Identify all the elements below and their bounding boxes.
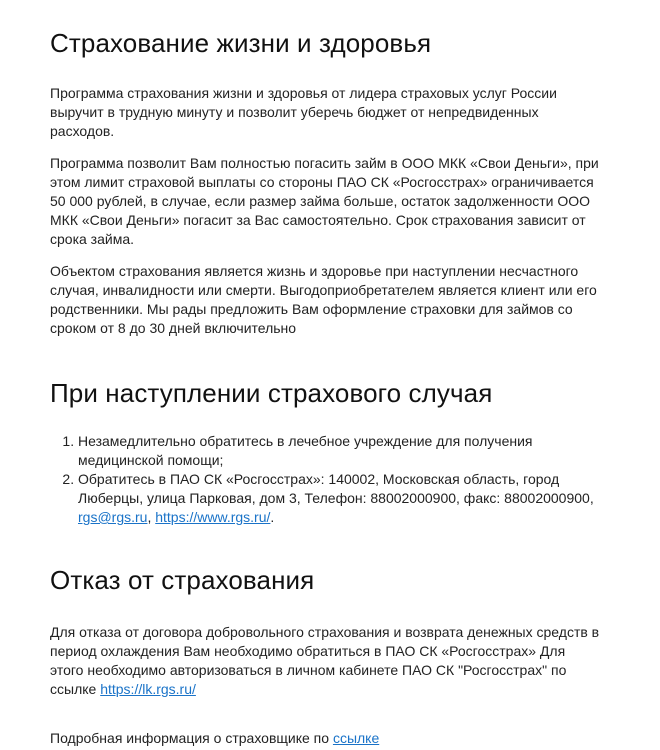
list-item [78, 470, 600, 527]
list-item [78, 432, 600, 470]
lk-rgs-link[interactable]: https://lk.rgs.ru/ [100, 681, 196, 697]
step-2-end: . [270, 509, 275, 525]
insurer-details-line [50, 729, 600, 748]
rgs-email-link[interactable]: rgs@rgs.ru [78, 509, 148, 525]
insurer-details-text: Подробная информация о страховщике по [50, 730, 333, 746]
insurance-object-paragraph: Объектом страхования является жизнь и здоровье при наступлении несчастного случая, инвалидности или смерти. Выгодоприобретателем является клиент или его родственники. Мы рады предложить Вам оформление страховки для займов со сроком от 8 до 30 дней включительно [50, 263, 597, 336]
loan-coverage-paragraph: Программа позволит Вам полностью погасить займ в ООО МКК «Свои Деньги», при этом лимит страховой выплаты со стороны ПАО СК «Росгосстрах» ограничивается 50 000 рублей, в случае, если размер займа больше, остаток задолженности ООО МКК «Свои Деньги» погасит за Вас самостоятельно. Срок страхования зависит от срока займа. [50, 155, 599, 247]
refusal-paragraph [50, 623, 600, 699]
section-title-life-health-insurance: Страхование жизни и здоровья [50, 28, 432, 58]
step-1-text: Незамедлительно обратитесь в лечебное учреждение для получения медицинской помощи; [78, 433, 533, 468]
link-separator: , [147, 509, 156, 525]
section-title-insured-event: При наступлении страхового случая [50, 378, 493, 408]
insurer-details-link[interactable]: ссылке [332, 730, 380, 746]
step-2-text: Обратитесь в ПАО СК «Росгосстрах»: 140002, Московская область, город Люберцы, улица Парковая, дом 3, Телефон: 88002000900, факс: 88002000900, [78, 471, 594, 506]
section-title-insurance-refusal: Отказ от страхования [50, 565, 315, 595]
rgs-website-link[interactable]: https://www.rgs.ru/ [155, 509, 271, 525]
refusal-text: Для отказа от договора добровольного страхования и возврата денежных средств в период охлаждения Вам необходимо обратиться в ПАО СК «Росгосстрах» Для этого необходимо авторизоваться в личном кабинете ПАО СК "Росгосстрах" по ссылке [50, 624, 600, 697]
program-description-paragraph: Программа страхования жизни и здоровья от лидера страховых услуг России выручит в трудную минуту и позволит уберечь бюджет от непредвиденных расходов. [50, 85, 557, 139]
insured-event-steps-list [50, 432, 600, 527]
